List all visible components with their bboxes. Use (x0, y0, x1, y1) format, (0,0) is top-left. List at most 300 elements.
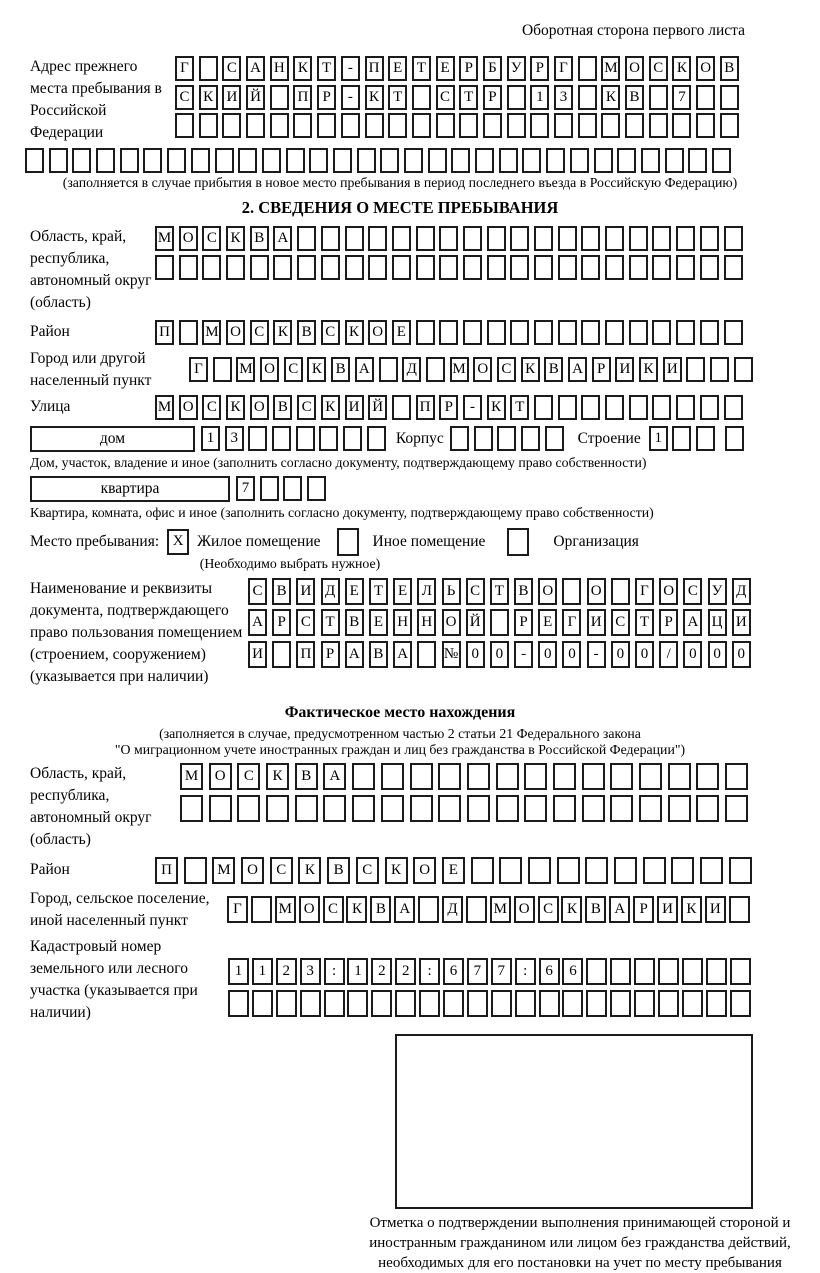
char-box[interactable] (439, 320, 458, 345)
char-box[interactable]: В (625, 85, 644, 110)
checkbox-other-premises[interactable] (337, 528, 359, 556)
char-box[interactable] (641, 148, 660, 173)
char-box[interactable]: И (345, 395, 364, 420)
char-box[interactable] (272, 426, 291, 451)
char-box[interactable] (487, 255, 506, 280)
char-box[interactable]: 2 (371, 958, 392, 985)
char-box[interactable] (524, 795, 547, 822)
char-box[interactable] (658, 990, 679, 1017)
char-box[interactable] (463, 320, 482, 345)
char-box[interactable] (463, 255, 482, 280)
char-box[interactable] (643, 857, 666, 884)
char-box[interactable]: 1 (252, 958, 273, 985)
char-box[interactable] (72, 148, 91, 173)
char-box[interactable] (712, 148, 731, 173)
char-box[interactable]: О (209, 763, 232, 790)
char-box[interactable]: Е (388, 56, 407, 81)
char-box[interactable] (184, 857, 207, 884)
char-box[interactable]: Г (554, 56, 573, 81)
char-box[interactable] (562, 578, 581, 605)
char-box[interactable]: В (720, 56, 739, 81)
char-box[interactable]: : (324, 958, 345, 985)
char-box[interactable] (418, 896, 439, 923)
char-box[interactable] (528, 857, 551, 884)
char-box[interactable] (365, 113, 384, 138)
char-box[interactable]: : (515, 958, 536, 985)
char-box[interactable] (582, 795, 605, 822)
char-box[interactable] (676, 255, 695, 280)
char-box[interactable] (639, 795, 662, 822)
char-box[interactable]: Т (510, 395, 529, 420)
char-box[interactable]: Р (272, 609, 291, 636)
char-box[interactable] (296, 426, 315, 451)
char-box[interactable] (696, 113, 715, 138)
char-box[interactable]: И (587, 609, 606, 636)
char-box[interactable] (724, 395, 743, 420)
char-box[interactable]: 6 (443, 958, 464, 985)
char-box[interactable]: М (180, 763, 203, 790)
char-box[interactable] (252, 990, 273, 1017)
char-box[interactable] (706, 958, 727, 985)
char-box[interactable] (582, 763, 605, 790)
char-box[interactable] (368, 255, 387, 280)
char-box[interactable]: М (450, 357, 469, 382)
char-box[interactable] (725, 426, 744, 451)
char-box[interactable] (381, 763, 404, 790)
char-box[interactable]: С (683, 578, 702, 605)
char-box[interactable] (419, 990, 440, 1017)
char-box[interactable] (578, 85, 597, 110)
char-box[interactable]: И (705, 896, 726, 923)
char-box[interactable] (522, 148, 541, 173)
char-box[interactable] (345, 255, 364, 280)
char-box[interactable] (614, 857, 637, 884)
char-box[interactable]: П (296, 641, 315, 668)
char-box[interactable]: - (587, 641, 606, 668)
char-box[interactable] (379, 357, 398, 382)
char-box[interactable]: О (179, 395, 198, 420)
char-box[interactable]: И (222, 85, 241, 110)
char-box[interactable] (629, 320, 648, 345)
char-box[interactable]: О (659, 578, 678, 605)
char-box[interactable]: И (732, 609, 751, 636)
char-box[interactable] (557, 857, 580, 884)
char-box[interactable] (601, 113, 620, 138)
char-box[interactable] (416, 226, 435, 251)
char-box[interactable]: О (696, 56, 715, 81)
char-box[interactable] (333, 148, 352, 173)
char-box[interactable] (410, 795, 433, 822)
char-box[interactable]: Д (321, 578, 340, 605)
char-box[interactable] (710, 357, 729, 382)
char-box[interactable] (467, 763, 490, 790)
char-box[interactable] (416, 320, 435, 345)
char-box[interactable] (545, 426, 564, 451)
char-box[interactable] (474, 426, 493, 451)
char-box[interactable] (534, 320, 553, 345)
char-box[interactable]: Н (393, 609, 412, 636)
char-box[interactable]: 3 (554, 85, 573, 110)
char-box[interactable]: Т (369, 578, 388, 605)
char-box[interactable] (475, 148, 494, 173)
char-box[interactable]: Р (459, 56, 478, 81)
char-box[interactable] (672, 426, 691, 451)
char-box[interactable]: Т (412, 56, 431, 81)
char-box[interactable]: / (659, 641, 678, 668)
char-box[interactable] (272, 641, 291, 668)
char-box[interactable] (412, 85, 431, 110)
char-box[interactable] (262, 148, 281, 173)
char-box[interactable]: Т (459, 85, 478, 110)
char-box[interactable] (392, 255, 411, 280)
char-box[interactable] (395, 990, 416, 1017)
char-box[interactable]: - (514, 641, 533, 668)
char-box[interactable] (652, 226, 671, 251)
char-box[interactable]: С (202, 395, 221, 420)
char-box[interactable]: К (345, 320, 364, 345)
char-box[interactable] (634, 990, 655, 1017)
char-box[interactable] (199, 113, 218, 138)
char-box[interactable] (324, 990, 345, 1017)
char-box[interactable] (120, 148, 139, 173)
char-box[interactable] (558, 226, 577, 251)
char-box[interactable]: Л (417, 578, 436, 605)
char-box[interactable]: С (321, 320, 340, 345)
char-box[interactable]: С (270, 857, 293, 884)
char-box[interactable]: Р (321, 641, 340, 668)
char-box[interactable]: О (299, 896, 320, 923)
char-box[interactable] (696, 763, 719, 790)
char-box[interactable] (668, 795, 691, 822)
char-box[interactable] (605, 395, 624, 420)
char-box[interactable] (730, 990, 751, 1017)
char-box[interactable]: С (356, 857, 379, 884)
char-box[interactable] (497, 426, 516, 451)
char-box[interactable] (180, 795, 203, 822)
char-box[interactable]: О (514, 896, 535, 923)
char-box[interactable]: 1 (201, 426, 220, 451)
char-box[interactable]: 0 (466, 641, 485, 668)
char-box[interactable] (652, 320, 671, 345)
char-box[interactable] (730, 958, 751, 985)
char-box[interactable] (594, 148, 613, 173)
char-box[interactable]: Г (562, 609, 581, 636)
char-box[interactable]: Г (175, 56, 194, 81)
char-box[interactable]: Р (439, 395, 458, 420)
char-box[interactable]: С (466, 578, 485, 605)
char-box[interactable] (625, 113, 644, 138)
char-box[interactable]: Д (732, 578, 751, 605)
char-box[interactable] (416, 255, 435, 280)
char-box[interactable] (553, 795, 576, 822)
char-box[interactable]: В (544, 357, 563, 382)
char-box[interactable] (729, 896, 750, 923)
char-box[interactable]: М (490, 896, 511, 923)
char-box[interactable]: А (273, 226, 292, 251)
char-box[interactable]: 0 (708, 641, 727, 668)
char-box[interactable] (586, 958, 607, 985)
char-box[interactable]: В (273, 395, 292, 420)
char-box[interactable]: Р (317, 85, 336, 110)
char-box[interactable] (417, 641, 436, 668)
char-box[interactable]: О (250, 395, 269, 420)
char-box[interactable]: С (611, 609, 630, 636)
char-box[interactable]: К (672, 56, 691, 81)
char-box[interactable]: А (683, 609, 702, 636)
char-box[interactable]: К (639, 357, 658, 382)
char-box[interactable] (371, 990, 392, 1017)
char-box[interactable] (665, 148, 684, 173)
char-box[interactable] (682, 990, 703, 1017)
char-box[interactable] (605, 255, 624, 280)
char-box[interactable] (319, 426, 338, 451)
char-box[interactable] (487, 320, 506, 345)
char-box[interactable]: О (226, 320, 245, 345)
char-box[interactable]: А (609, 896, 630, 923)
char-box[interactable]: О (241, 857, 264, 884)
char-box[interactable]: К (601, 85, 620, 110)
char-box[interactable]: О (442, 609, 461, 636)
char-box[interactable] (213, 357, 232, 382)
char-box[interactable] (510, 226, 529, 251)
char-box[interactable] (490, 609, 509, 636)
char-box[interactable]: П (155, 320, 174, 345)
char-box[interactable] (438, 763, 461, 790)
char-box[interactable] (553, 763, 576, 790)
char-box[interactable]: С (284, 357, 303, 382)
char-box[interactable] (507, 85, 526, 110)
char-box[interactable]: П (416, 395, 435, 420)
char-box[interactable] (297, 255, 316, 280)
char-box[interactable] (605, 320, 624, 345)
char-box[interactable]: 2 (395, 958, 416, 985)
char-box[interactable]: И (296, 578, 315, 605)
char-box[interactable]: К (487, 395, 506, 420)
char-box[interactable] (696, 85, 715, 110)
char-box[interactable]: Р (659, 609, 678, 636)
char-box[interactable]: П (293, 85, 312, 110)
char-box[interactable] (357, 148, 376, 173)
char-box[interactable] (586, 990, 607, 1017)
char-box[interactable]: 3 (225, 426, 244, 451)
char-box[interactable]: В (250, 226, 269, 251)
char-box[interactable]: В (345, 609, 364, 636)
char-box[interactable]: Т (317, 56, 336, 81)
char-box[interactable] (629, 255, 648, 280)
char-box[interactable]: В (585, 896, 606, 923)
char-box[interactable] (725, 763, 748, 790)
char-box[interactable] (534, 226, 553, 251)
char-box[interactable]: В (514, 578, 533, 605)
char-box[interactable] (605, 226, 624, 251)
char-box[interactable] (309, 148, 328, 173)
char-box[interactable]: К (273, 320, 292, 345)
char-box[interactable]: Ь (442, 578, 461, 605)
char-box[interactable]: К (226, 395, 245, 420)
char-box[interactable] (649, 113, 668, 138)
char-box[interactable] (392, 395, 411, 420)
char-box[interactable] (581, 395, 600, 420)
char-box[interactable]: Е (442, 857, 465, 884)
char-box[interactable] (676, 226, 695, 251)
char-box[interactable] (510, 320, 529, 345)
char-box[interactable] (321, 226, 340, 251)
char-box[interactable] (276, 990, 297, 1017)
char-box[interactable]: 0 (538, 641, 557, 668)
char-box[interactable]: К (365, 85, 384, 110)
char-box[interactable]: С (237, 763, 260, 790)
char-box[interactable]: А (345, 641, 364, 668)
char-box[interactable] (238, 148, 257, 173)
char-box[interactable] (496, 763, 519, 790)
char-box[interactable] (534, 395, 553, 420)
char-box[interactable] (392, 226, 411, 251)
char-box[interactable] (215, 148, 234, 173)
char-box[interactable]: - (341, 85, 360, 110)
char-box[interactable] (700, 226, 719, 251)
char-box[interactable] (428, 148, 447, 173)
char-box[interactable] (246, 113, 265, 138)
char-box[interactable] (629, 226, 648, 251)
char-box[interactable]: Е (369, 609, 388, 636)
char-box[interactable] (578, 56, 597, 81)
char-box[interactable] (729, 857, 752, 884)
char-box[interactable] (273, 255, 292, 280)
char-box[interactable] (25, 148, 44, 173)
char-box[interactable] (558, 255, 577, 280)
char-box[interactable]: П (155, 857, 178, 884)
char-box[interactable] (209, 795, 232, 822)
char-box[interactable]: В (331, 357, 350, 382)
char-box[interactable] (352, 795, 375, 822)
char-box[interactable]: С (538, 896, 559, 923)
char-box[interactable] (634, 958, 655, 985)
char-box[interactable] (734, 357, 753, 382)
char-box[interactable]: К (266, 763, 289, 790)
char-box[interactable]: К (385, 857, 408, 884)
char-box[interactable]: С (202, 226, 221, 251)
char-box[interactable] (639, 763, 662, 790)
char-box[interactable]: С (649, 56, 668, 81)
char-box[interactable] (581, 226, 600, 251)
char-box[interactable] (426, 357, 445, 382)
char-box[interactable] (321, 255, 340, 280)
char-box[interactable]: К (298, 857, 321, 884)
char-box[interactable] (724, 255, 743, 280)
char-box[interactable]: А (568, 357, 587, 382)
char-box[interactable] (688, 148, 707, 173)
char-box[interactable] (581, 255, 600, 280)
char-box[interactable] (251, 896, 272, 923)
char-box[interactable]: Г (227, 896, 248, 923)
char-box[interactable]: 7 (672, 85, 691, 110)
char-box[interactable]: В (327, 857, 350, 884)
char-box[interactable]: 0 (635, 641, 654, 668)
char-box[interactable]: Р (592, 357, 611, 382)
char-box[interactable] (534, 255, 553, 280)
char-box[interactable] (443, 990, 464, 1017)
char-box[interactable] (438, 795, 461, 822)
char-box[interactable]: М (236, 357, 255, 382)
char-box[interactable]: К (293, 56, 312, 81)
char-box[interactable] (720, 113, 739, 138)
char-box[interactable] (368, 226, 387, 251)
char-box[interactable]: А (323, 763, 346, 790)
char-box[interactable] (499, 857, 522, 884)
char-box[interactable]: И (248, 641, 267, 668)
char-box[interactable] (686, 357, 705, 382)
char-box[interactable] (610, 958, 631, 985)
char-box[interactable] (700, 395, 719, 420)
char-box[interactable] (143, 148, 162, 173)
char-box[interactable]: В (369, 641, 388, 668)
char-box[interactable]: Е (436, 56, 455, 81)
char-box[interactable] (676, 395, 695, 420)
char-box[interactable] (581, 320, 600, 345)
char-box[interactable] (668, 763, 691, 790)
char-box[interactable] (524, 763, 547, 790)
char-box[interactable] (487, 226, 506, 251)
char-box[interactable]: Д (442, 896, 463, 923)
char-box[interactable]: 1 (649, 426, 668, 451)
char-box[interactable]: 0 (732, 641, 751, 668)
char-box[interactable] (491, 990, 512, 1017)
char-box[interactable] (250, 255, 269, 280)
char-box[interactable] (175, 113, 194, 138)
char-box[interactable]: У (708, 578, 727, 605)
char-box[interactable]: Г (189, 357, 208, 382)
char-box[interactable] (266, 795, 289, 822)
char-box[interactable] (202, 255, 221, 280)
char-box[interactable]: Т (490, 578, 509, 605)
char-box[interactable]: : (419, 958, 440, 985)
char-box[interactable]: А (393, 641, 412, 668)
char-box[interactable] (700, 857, 723, 884)
char-box[interactable]: Й (246, 85, 265, 110)
char-box[interactable] (539, 990, 560, 1017)
char-box[interactable]: Й (368, 395, 387, 420)
char-box[interactable] (439, 255, 458, 280)
char-box[interactable] (451, 148, 470, 173)
char-box[interactable]: С (175, 85, 194, 110)
char-box[interactable] (558, 395, 577, 420)
char-box[interactable] (293, 113, 312, 138)
char-box[interactable] (352, 763, 375, 790)
char-box[interactable]: Р (483, 85, 502, 110)
char-box[interactable]: Д (402, 357, 421, 382)
char-box[interactable] (286, 148, 305, 173)
char-box[interactable]: 0 (683, 641, 702, 668)
char-box[interactable]: С (436, 85, 455, 110)
char-box[interactable]: М (202, 320, 221, 345)
char-box[interactable] (570, 148, 589, 173)
char-box[interactable] (179, 320, 198, 345)
char-box[interactable]: - (341, 56, 360, 81)
char-box[interactable] (499, 148, 518, 173)
char-box[interactable] (155, 255, 174, 280)
char-box[interactable]: К (226, 226, 245, 251)
char-box[interactable] (696, 795, 719, 822)
char-box[interactable]: 6 (539, 958, 560, 985)
char-box[interactable] (345, 226, 364, 251)
char-box[interactable] (652, 255, 671, 280)
char-box[interactable]: 7 (491, 958, 512, 985)
char-box[interactable] (283, 476, 302, 501)
char-box[interactable] (297, 226, 316, 251)
char-box[interactable] (658, 958, 679, 985)
char-box[interactable] (515, 990, 536, 1017)
char-box[interactable]: И (615, 357, 634, 382)
